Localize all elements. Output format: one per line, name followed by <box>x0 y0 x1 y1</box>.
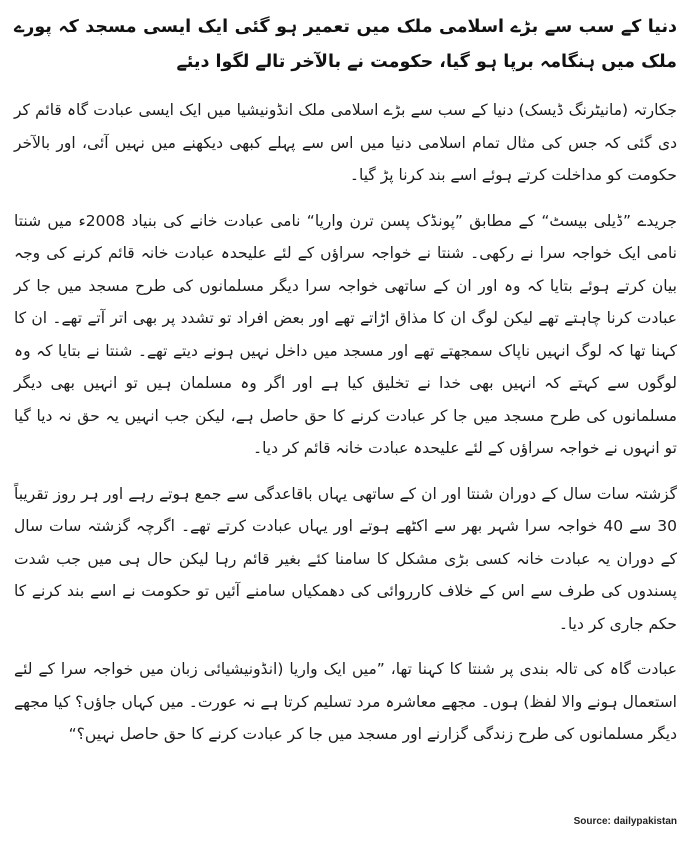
article-paragraph-4: عبادت گاہ کی تالہ بندی پر شنتا کا کہنا تھا، ”میں ایک واریا (انڈونیشیائی زبان میں خواجہ سرا کے لئے استعمال ہونے والا لفظ) ہوں۔ مجھے معاشرہ مرد تسلیم کرتا ہے نہ عورت۔ میں کہاں جاؤں؟ کیا مجھے دیگر مسلمانوں کی طرح زندگی گزارنے اور مسجد میں جا کر عبادت کرنے کا حق حاصل نہیں؟“ <box>14 660 677 743</box>
article-paragraph-1: جکارتہ (مانیٹرنگ ڈیسک) دنیا کے سب سے بڑے اسلامی ملک انڈونیشیا میں ایک ایسی عبادت گاہ قائم کر دی گئی کہ جس کی مثال تمام اسلامی دنیا میں اس سے پہلے کبھی دیکھنے میں نہیں آئی، اور بالآخر حکومت کو مداخلت کرتے ہوئے اسے بند کرنا پڑ گیا۔ <box>14 101 677 184</box>
article-paragraph-2: جریدے ”ڈیلی بیسٹ“ کے مطابق ”پونڈک پسن ترن واریا“ نامی عبادت خانے کی بنیاد 2008ء میں شنتا نامی ایک خواجہ سرا نے رکھی۔ شنتا نے خواجہ سراؤں کے لئے علیحدہ عبادت خانہ قائم کرنے کی وجہ بیان کرتے ہوئے بتایا کہ وہ اور ان کے ساتھی خواجہ سرا دیگر مسلمانوں کی طرح مسجد میں جا کر عبادت کرنا چاہتے تھے لیکن لوگ ان کا مذاق اڑاتے تھے اور بعض افراد تو تشدد پر بھی اتر آتے تھے۔ ان کا کہنا تھا کہ لوگ انہیں ناپاک سمجھتے تھے اور مسجد میں داخل نہیں ہونے دیتے تھے۔ شنتا نے بتایا کہ وہ لوگوں سے کہتے کہ انہیں بھی خدا نے تخلیق کیا ہے اور اگر وہ مسلمان ہیں تو انہیں بھی دیگر مسلمانوں کی طرح مسجد میں جا کر عبادت کرنے کا حق حاصل ہے، لیکن جب انہیں یہ حق نہ دیا گیا تو انہوں نے خواجہ سراؤں کے لئے علیحدہ عبادت خانہ قائم کر دیا۔ <box>14 211 677 457</box>
article-headline: دنیا کے سب سے بڑے اسلامی ملک میں تعمیر ہو گئی ایک ایسی مسجد کہ پورے ملک میں ہنگامہ برپا ہو گیا، حکومت نے بالآخر تالے لگوا دیئے <box>14 17 677 72</box>
article-source: Source: dailypakistan <box>573 816 677 827</box>
article-paragraph-3: گزشتہ سات سال کے دوران شنتا اور ان کے ساتھی یہاں باقاعدگی سے جمع ہوتے رہے اور ہر روز تقریباً 30 سے 40 خواجہ سرا شہر بھر سے اکٹھے ہوتے اور یہاں عبادت کرتے تھے۔ اگرچہ گزشتہ سات سال کے دوران یہ عبادت خانہ کسی بڑی مشکل کا سامنا کئے بغیر قائم رہا لیکن حال ہی میں جب شدت پسندوں کی طرف سے اس کے خلاف کارروائی کی دھمکیاں سامنے آئیں تو حکومت نے اسے بند کرنے کا حکم جاری کر دیا۔ <box>14 484 677 633</box>
